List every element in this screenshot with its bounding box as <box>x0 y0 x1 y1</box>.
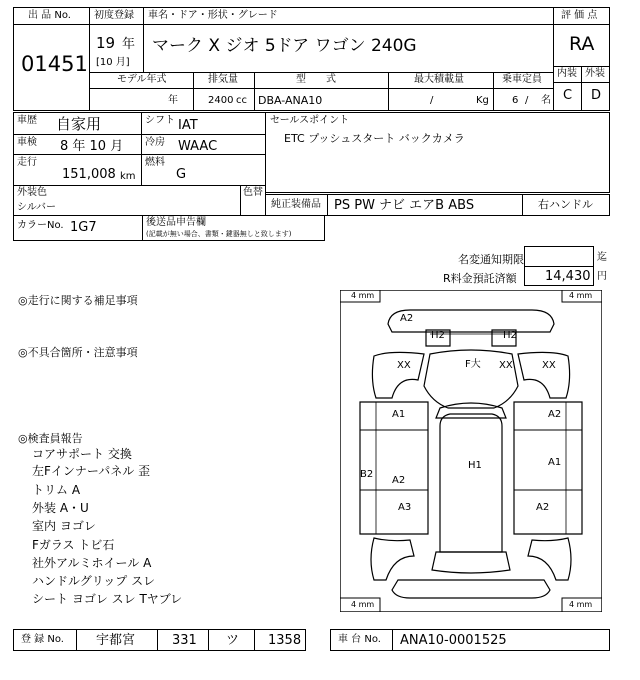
max-load-sep: / <box>430 95 434 106</box>
first-reg-label: 初度登録 <box>94 10 134 21</box>
ac-label: 冷房 <box>145 137 165 148</box>
reg-region: 宇都宮 <box>96 633 136 648</box>
mark-fender-right: XX <box>542 360 556 371</box>
color: シルバー <box>17 202 57 213</box>
recycle-fee: 14,430 <box>545 269 591 284</box>
tire-depth-rl: 4 mm <box>351 600 375 609</box>
inspector-item: ハンドルグリップ スレ <box>32 574 156 588</box>
mark-quarter-right: A2 <box>536 502 550 513</box>
mark-rear-door-left: A3 <box>398 502 412 513</box>
mileage: 151,008 <box>62 167 116 182</box>
inspector-item: Fガラス トビ石 <box>32 538 115 552</box>
sales-points: ETC プッシュスタート バックカメラ <box>284 132 465 145</box>
lot-no: 01451 <box>21 52 88 76</box>
color-no: 1G7 <box>70 220 97 235</box>
driving-notes-label: ◎走行に関する補足事項 <box>18 294 138 307</box>
inspector-item: トリム A <box>32 483 81 497</box>
type: DBA-ANA10 <box>258 94 323 107</box>
inspector-item: 社外アルミホイール A <box>32 556 152 570</box>
mark-headlight-right: H2 <box>503 330 517 341</box>
equipment: PS PW ナビ エアB ABS <box>334 198 475 213</box>
ac: WAAC <box>178 139 218 154</box>
type-label: 型 式 <box>296 74 336 85</box>
reg-year: 19 <box>96 34 116 52</box>
color-no-label: カラーNo. <box>17 220 64 231</box>
capacity-unit: 名 <box>541 95 551 106</box>
tire-depth-fl: 4 mm <box>351 291 375 300</box>
fuel: G <box>176 167 187 182</box>
color-change-label: 色替 <box>243 187 263 198</box>
tire-depth-fr: 4 mm <box>569 291 593 300</box>
displacement-label: 排気量 <box>208 74 238 85</box>
car-name: マーク X ジオ 5ドア ワゴン 240G <box>152 36 417 56</box>
fuel-label: 燃料 <box>145 157 165 168</box>
chassis-no: ANA10-0001525 <box>400 633 507 648</box>
declaration-note: (記載が無い場合、書類・鍵器無しと致します) <box>146 230 292 238</box>
shift-label: シフト <box>145 115 175 126</box>
max-load-unit: Kg <box>476 95 489 106</box>
chassis-label: 車 台 No. <box>338 634 381 645</box>
exterior-label: 外装 <box>585 68 605 79</box>
car-diagram <box>340 290 602 612</box>
tire-depth-rr: 4 mm <box>569 600 593 609</box>
displacement: 2400 <box>208 95 234 106</box>
inspection-label: 車検 <box>17 137 37 148</box>
displacement-unit: cc <box>236 95 247 106</box>
mark-side-b: B2 <box>360 469 374 480</box>
inspector-item: シート ヨゴレ スレ Tヤブレ <box>32 592 183 606</box>
mark-rear-door-right: A1 <box>548 457 562 468</box>
mark-fender-left: XX <box>397 360 411 371</box>
declaration-label: 後送品申告欄 <box>146 217 206 228</box>
model-year-label: モデル年式 <box>117 74 167 85</box>
mark-hood-front: F大 <box>465 359 481 370</box>
reg-month: [10 月] <box>96 57 130 68</box>
mileage-unit: km <box>120 171 136 182</box>
reg-class-no: 331 <box>172 633 197 648</box>
capacity-sep: / <box>525 95 529 106</box>
equipment-label: 純正装備品 <box>271 199 321 210</box>
defects-label: ◎不具合箇所・注意事項 <box>18 346 138 359</box>
car-name-label: 車名・ドア・形状・グレード <box>148 10 278 21</box>
interior-label: 内装 <box>557 68 577 79</box>
capacity: 6 <box>512 95 519 106</box>
mark-front-door-right: A2 <box>548 409 562 420</box>
name-change-box <box>524 246 594 267</box>
history: 自家用 <box>56 115 102 133</box>
exterior-grade: D <box>591 88 602 103</box>
score: RA <box>569 33 595 55</box>
lot-no-label: 出 品 No. <box>28 10 71 21</box>
mark-hood-mid: XX <box>499 360 513 371</box>
max-load-label: 最大積載量 <box>414 74 464 85</box>
reg-kana: ツ <box>226 633 240 648</box>
inspection: 8 年 10 月 <box>60 139 124 154</box>
inspector-label: ◎検査員報告 <box>18 432 83 445</box>
recycle-unit: 円 <box>597 271 607 282</box>
inspector-item: 室内 ヨゴレ <box>32 519 96 533</box>
mark-sill-left: A2 <box>392 475 406 486</box>
steering: 右ハンドル <box>538 198 593 211</box>
reg-serial: 1358 <box>268 633 302 648</box>
color-label: 外装色 <box>17 187 47 198</box>
inspector-item: コアサポート 交換 <box>32 447 132 461</box>
reg-no-label: 登 録 No. <box>21 634 64 645</box>
capacity-label: 乗車定員 <box>502 74 542 85</box>
mark-top-bumper: A2 <box>400 313 414 324</box>
model-year-unit: 年 <box>168 95 178 106</box>
mark-headlight-left: H2 <box>431 330 445 341</box>
mark-front-door-left: A1 <box>392 409 406 420</box>
history-label: 車歴 <box>17 115 37 126</box>
shift: IAT <box>178 118 198 133</box>
reg-year-unit: 年 <box>122 37 136 52</box>
name-change-label: 名変通知期限 <box>458 253 524 266</box>
inspector-item: 左Fインナーパネル 歪 <box>32 464 151 478</box>
name-change-suffix: 迄 <box>597 252 607 263</box>
mark-roof: H1 <box>468 460 482 471</box>
mileage-label: 走行 <box>17 157 37 168</box>
recycle-label: R料金預託済額 <box>443 272 517 285</box>
score-label: 評 価 点 <box>561 10 598 21</box>
interior-grade: C <box>563 88 573 103</box>
inspector-item: 外装 A・U <box>32 501 89 515</box>
sales-points-label: セールスポイント <box>270 115 350 126</box>
